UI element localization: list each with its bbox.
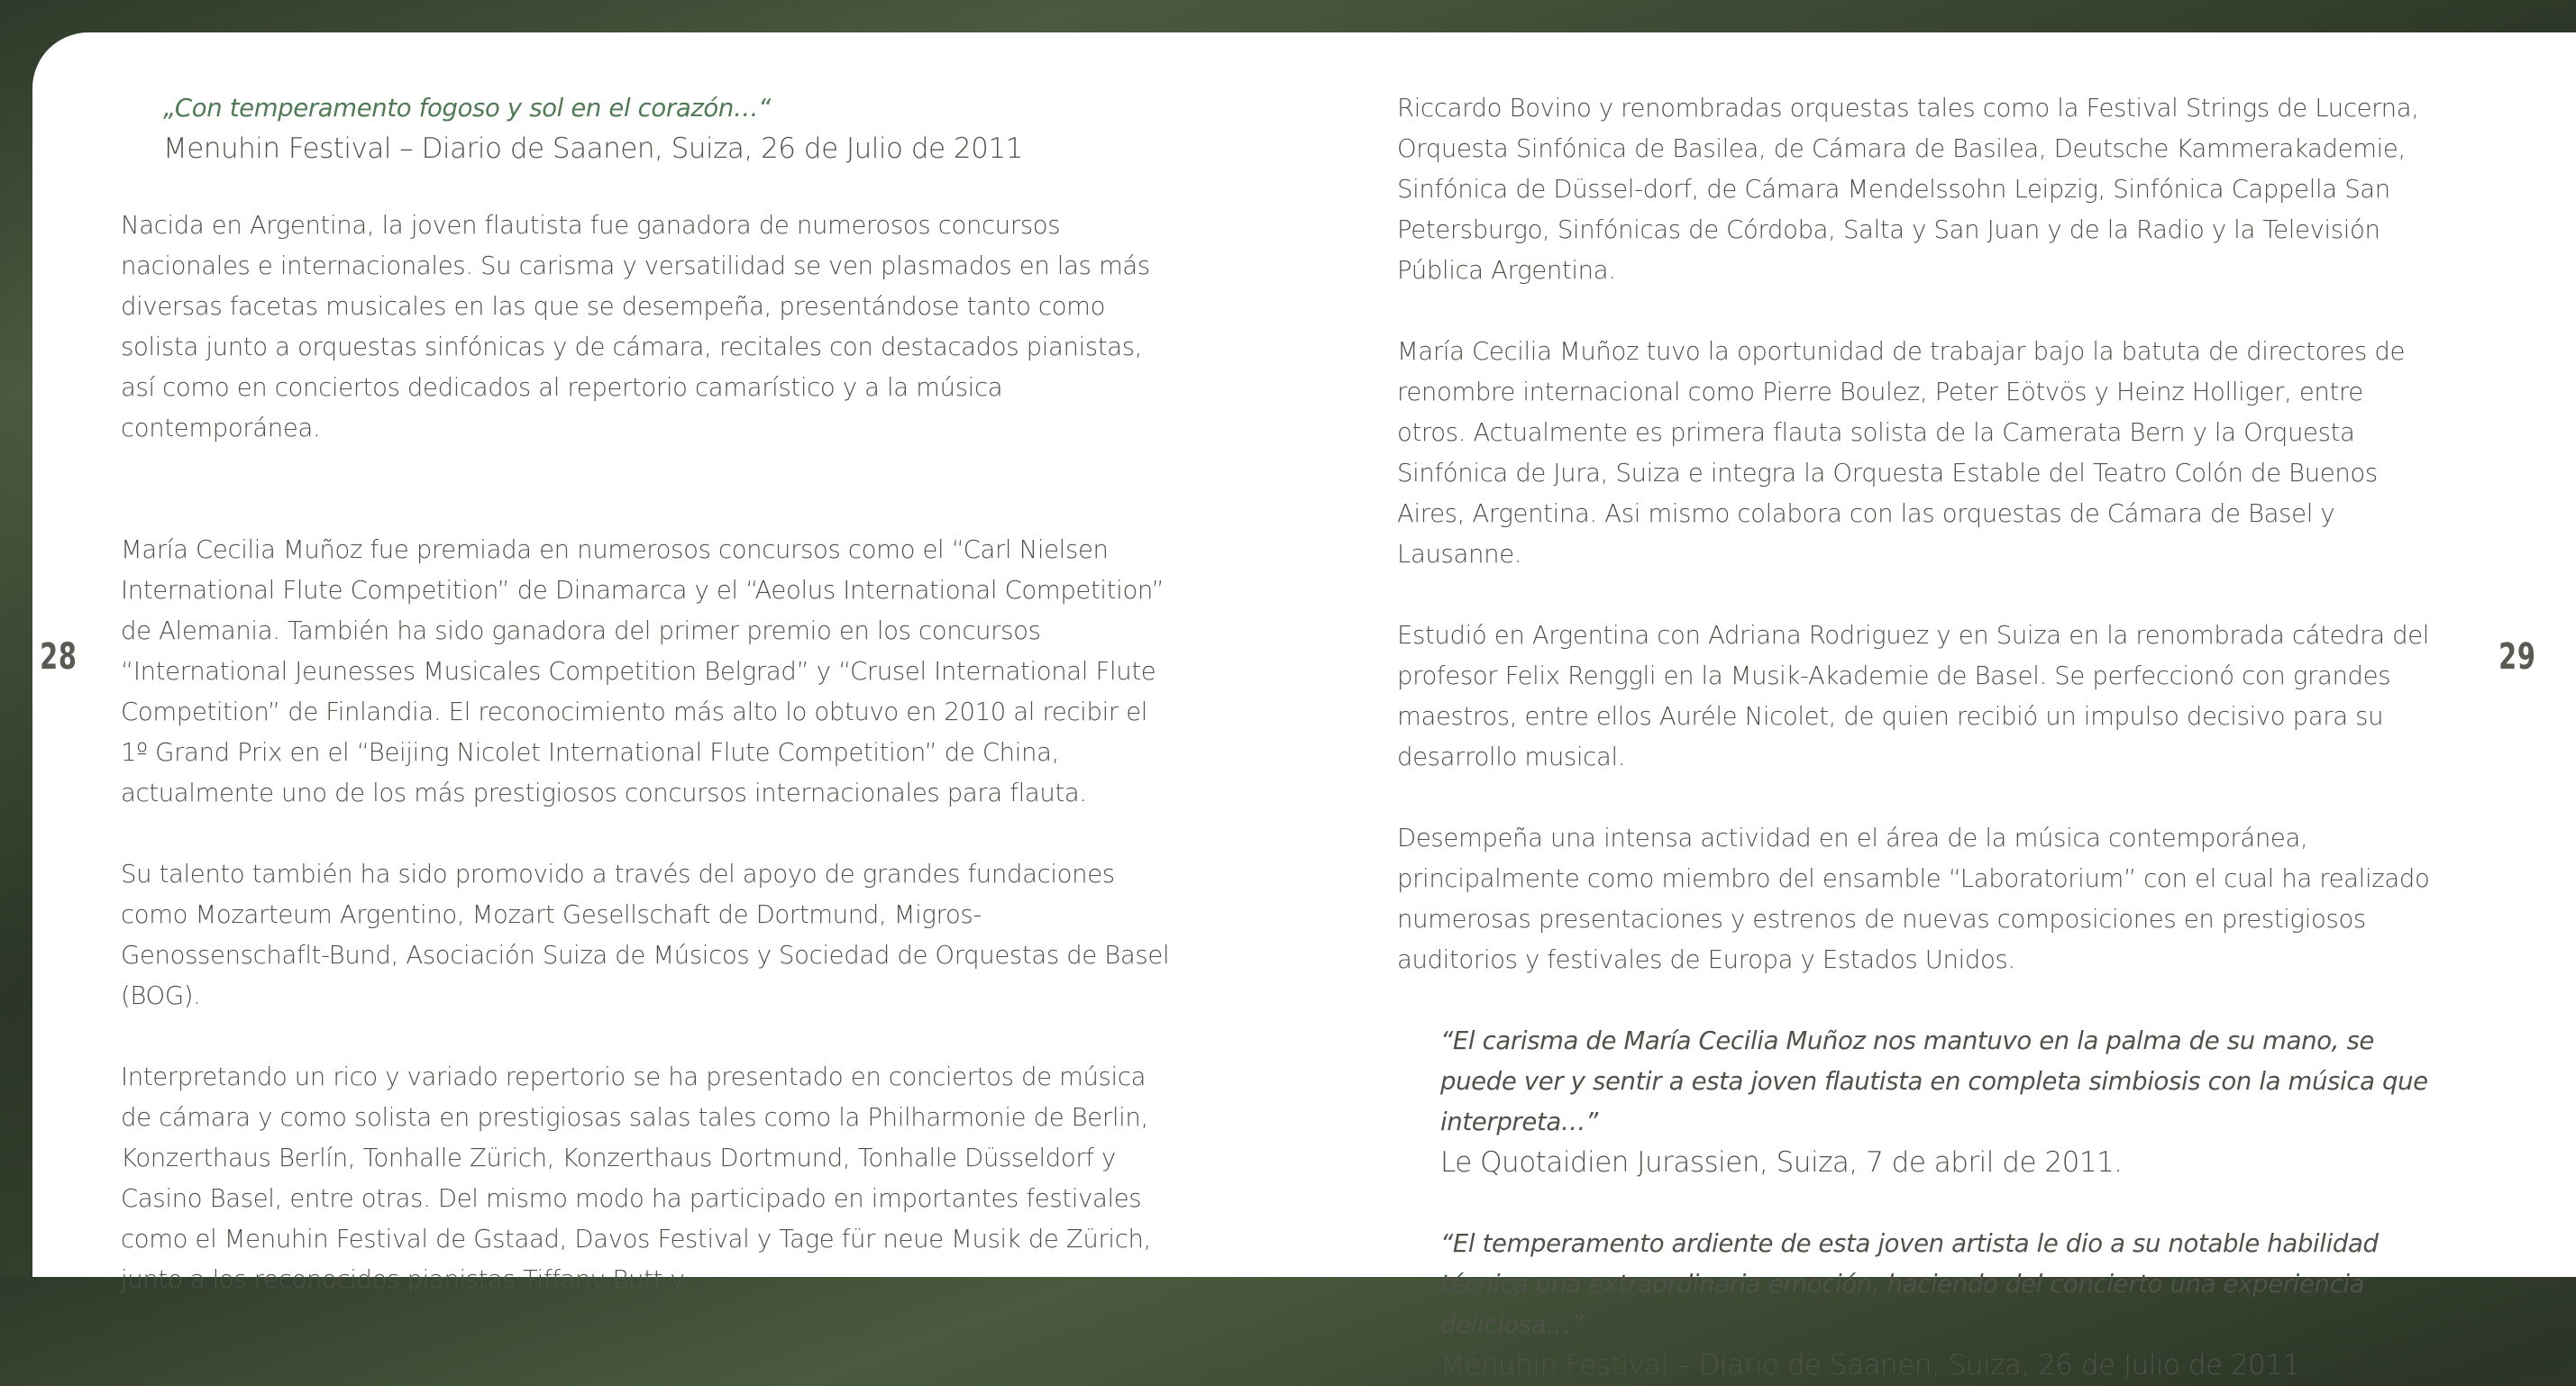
body-paragraph: Su talento también ha sido promovido a través del apoyo de grandes fundaciones como Mozarteum Argentino, Mozart Gesellschaft de Dortmund, Migros-Genossenschaflt-Bund, Asociación Suiza de Músicos y Sociedad de Orquestas de Basel (BOG).	[121, 860, 1170, 1010]
quote-text: “El carisma de María Cecilia Muñoz nos mantuvo en la palma de su mano, se puede ver y sentir a esta joven flautista en completa simbiosis con la música que interpreta…”	[1440, 1026, 2428, 1136]
body-paragraph: María Cecilia Muñoz tuvo la oportunidad de trabajar bajo la batuta de directores de renombre internacional como Pierre Boulez, Peter Eötvös y Heinz Holliger, entre otros. Actualmente es primera flauta solista de la Camerata Bern y la Orquesta Sinfónica de Jura, Suiza e integra la Orquesta Estable del Teatro Colón de Buenos Aires, Argentina. Asi mismo colabora con las orquestas de Cámara de Basel y Lausanne.	[1397, 337, 2406, 569]
page-number-right: 29	[2498, 636, 2536, 678]
quote-source: Menuhin Festival – Diario de Saanen, Suiza, 26 de Julio de 2011	[1440, 1349, 2300, 1381]
body-paragraph: Estudió en Argentina con Adriana Rodriguez y en Suiza en la renombrada cátedra del profesor Felix Renggli en la Musik-Akademie de Basel. Se perfeccionó con grandes maestros, entre ellos Auréle Nicolet, de quien recibió un impulso decisivo para su desarrollo musical.	[1397, 621, 2430, 771]
body-paragraph: María Cecilia Muñoz fue premiada en numerosos concursos como el “Carl Nielsen International Flute Competition” de Dinamarca y el “Aeolus International Competition” de Alemania. También ha sido ganadora del primer premio en los concursos “International Jeunesses Musicales Competition Belgrad” y “Crusel International Flute Competition” de Finlandia. El reconocimiento más alto lo obtuvo en 2010 al recibir el 1º Grand Prix en el “Beijing Nicolet International Flute Competition” de China, actualmente uno de los más prestigiosos concursos internacionales para flauta.	[121, 535, 1165, 807]
body-paragraph: Riccardo Bovino y renombradas orquestas tales como la Festival Strings de Lucerna, Orquesta Sinfónica de Basilea, de Cámara de Basilea, Deutsche Kammerakademie, Sinfónica de Düssel-dorf, de Cámara Mendelssohn Leipzig, Sinfónica Cappella San Petersburgo, Sinfónicas de Córdoba, Salta y San Juan y de la Radio y la Televisión Pública Argentina.	[1397, 94, 2419, 285]
quote-source: Le Quotaidien Jurassien, Suiza, 7 de abril de 2011.	[1440, 1146, 2123, 1179]
page-number-left: 28	[40, 636, 78, 678]
left-page-column	[121, 88, 1177, 1300]
body-paragraph: Desempeña una intensa actividad en el área de la música contemporánea, principalmente como miembro del ensamble “Laboratorium” con el cual ha realizado numerosas presentaciones y estrenos de nuevas composiciones en prestigiosos auditorios y festivales de Europa y Estados Unidos.	[1397, 824, 2430, 974]
body-paragraph: Nacida en Argentina, la joven flautista fue ganadora de numerosos concursos nacionales e internacionales. Su carisma y versatilidad se ven plasmados en las más diversas facetas musicales en las que se desempeña, presentándose tanto como solista junto a orquestas sinfónicas y de cámara, recitales con destacados pianistas, así como en conciertos dedicados al repertorio camarístico y a la música contemporánea.	[121, 211, 1150, 442]
opening-press-quote	[163, 88, 1177, 169]
right-page-column	[1397, 88, 2432, 1386]
body-paragraph: Interpretando un rico y variado repertorio se ha presentado en conciertos de música de cámara y como solista en prestigiosas salas tales como la Philharmonie de Berlin, Konzerthaus Berlín, Tonhalle Zürich, Konzerthaus Dortmund, Tonhalle Düsseldorf y Casino Basel, entre otras. Del mismo modo ha participado en importantes festivales como el Menuhin Festival de Gstaad, Davos Festival y Tage für neue Musik de Zürich, junto a los reconocidos pianistas Tiffany Butt y	[121, 1062, 1151, 1294]
quote-text: “El temperamento ardiente de esta joven artista le dio a su notable habilidad técnica una extraordinaria emoción, haciendo del concierto una experiencia deliciosa…”	[1440, 1229, 2379, 1339]
press-quote	[1440, 1224, 2432, 1386]
press-quote	[1440, 1021, 2432, 1183]
quote-text: „Con temperamento fogoso y sol en el corazón…“	[163, 94, 772, 123]
quote-source: Menuhin Festival – Diario de Saanen, Suiza, 26 de Julio de 2011	[163, 132, 1023, 165]
